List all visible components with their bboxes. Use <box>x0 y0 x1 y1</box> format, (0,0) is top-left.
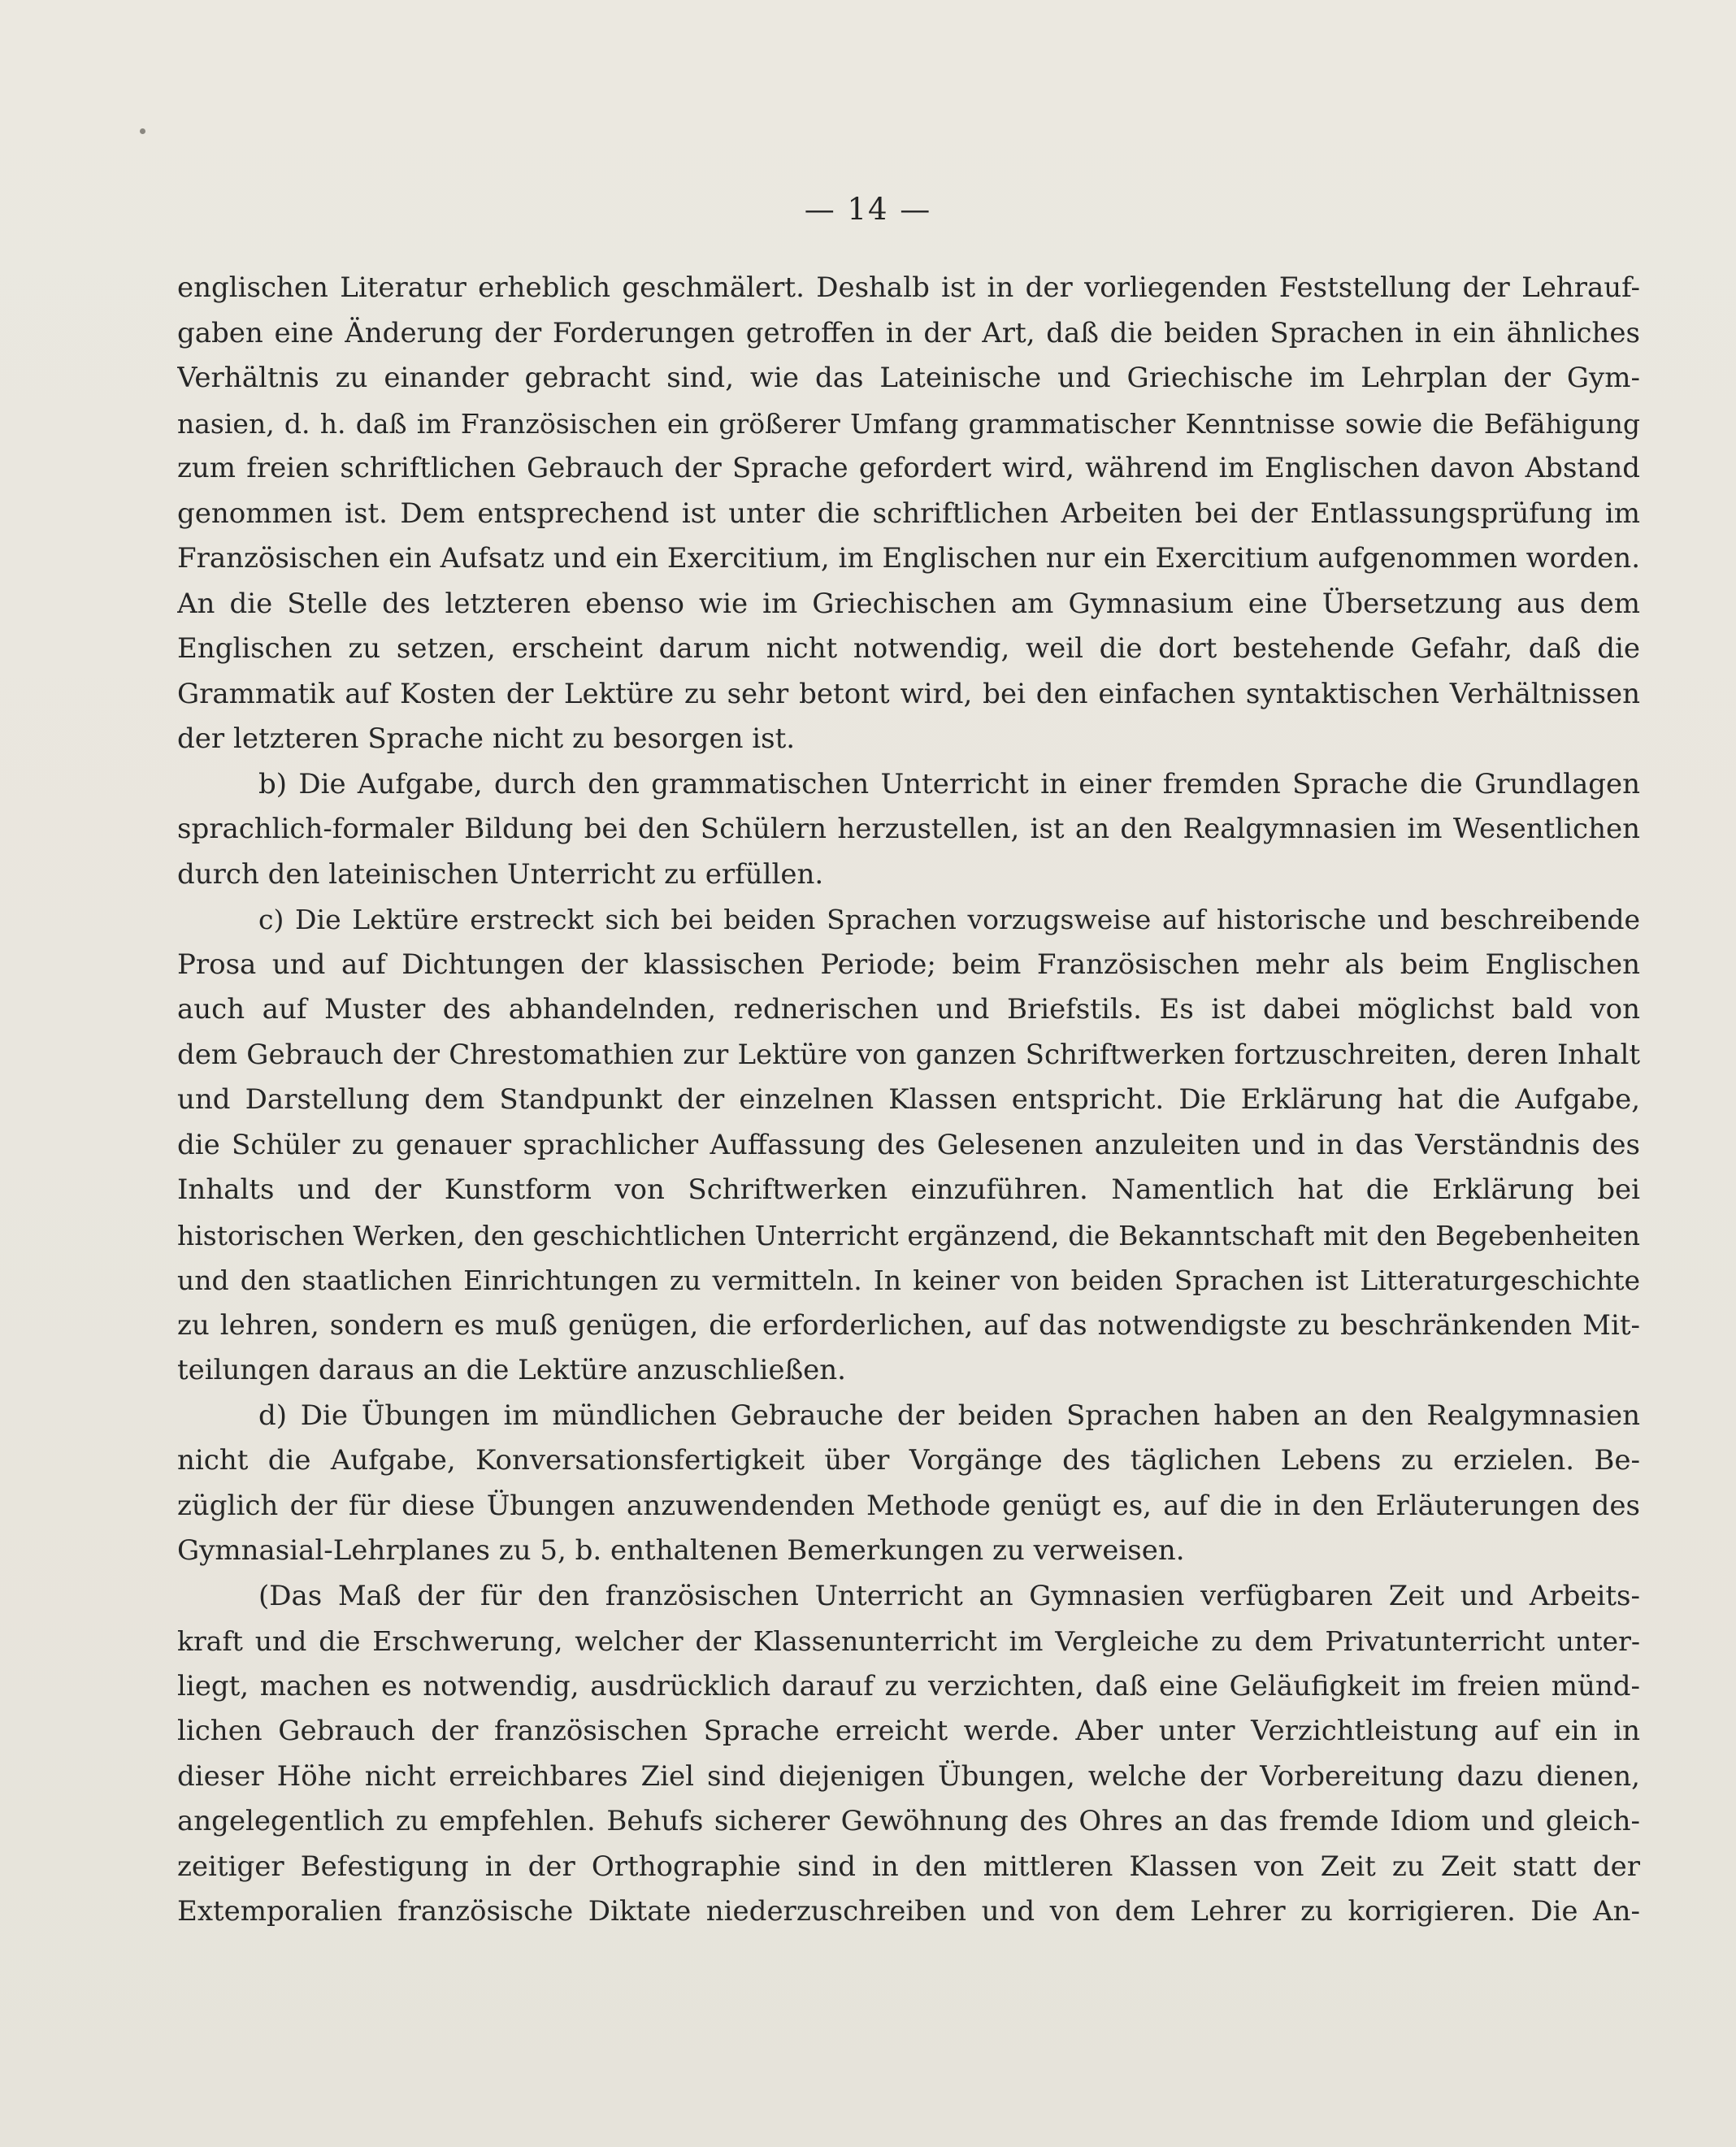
text-line: Prosa und auf Dichtungen der klassischen Periode; beim Französischen mehr als beim Englischen <box>177 948 1640 981</box>
paper-speck <box>140 128 145 134</box>
text-line: nasien, d. h. daß im Französischen ein größerer Umfang grammatischer Kenntnisse sowie die Befähigung <box>177 407 1640 440</box>
text-line: historischen Werken, den geschichtlichen Unterricht ergänzend, die Bekanntschaft mit den Begebenheiten <box>177 1219 1640 1251</box>
text-line: Französischen ein Aufsatz und ein Exercitium, im Englischen nur ein Exercitium aufgenommen worden. <box>177 542 1640 575</box>
page-number: — 14 — <box>804 192 932 227</box>
text-line: genommen ist. Dem entsprechend ist unter die schriftlichen Arbeiten bei der Entlassungsprüfung im <box>177 497 1640 530</box>
text-line: b) Die Aufgabe, durch den grammatischen Unterricht in einer fremden Sprache die Grundlagen <box>258 767 1640 800</box>
text-line: die Schüler zu genauer sprachlicher Auffassung des Gelesenen anzuleiten und in das Verständnis des <box>177 1128 1640 1161</box>
text-line: Gymnasial-Lehrplanes zu 5, b. enthaltenen Bemerkungen zu verweisen. <box>177 1534 1185 1567</box>
text-line: nicht die Aufgabe, Konversationsfertigkeit über Vorgänge des täglichen Lebens zu erzielen. Be- <box>177 1444 1640 1477</box>
text-line: durch den lateinischen Unterricht zu erfüllen. <box>177 857 824 891</box>
text-line: Verhältnis zu einander gebracht sind, wie das Lateinische und Griechische im Lehrplan der Gym- <box>177 362 1640 394</box>
text-line: liegt, machen es notwendig, ausdrücklich darauf zu verzichten, daß eine Geläufigkeit im freien münd- <box>177 1669 1640 1702</box>
text-line: Extemporalien französische Diktate niederzuschreiben und von dem Lehrer zu korrigieren. Die An- <box>177 1895 1640 1928</box>
text-line: Englischen zu setzen, erscheint darum nicht notwendig, weil die dort bestehende Gefahr, daß die <box>177 632 1640 665</box>
text-line: angelegentlich zu empfehlen. Behufs sicherer Gewöhnung des Ohres an das fremde Idiom und gleich- <box>177 1805 1640 1837</box>
text-line: und den staatlichen Einrichtungen zu vermitteln. In keiner von beiden Sprachen ist Litteraturgeschichte <box>177 1264 1640 1296</box>
text-line: sprachlich-formaler Bildung bei den Schülern herzustellen, ist an den Realgymnasien im Wesentlichen <box>177 813 1640 845</box>
text-line: gaben eine Änderung der Forderungen getroffen in der Art, daß die beiden Sprachen in ein ähnliches <box>177 316 1640 349</box>
text-line: der letzteren Sprache nicht zu besorgen ist. <box>177 722 796 755</box>
text-line: zum freien schriftlichen Gebrauch der Sprache gefordert wird, während im Englischen davon Abstand <box>177 452 1640 484</box>
text-line: zeitiger Befestigung in der Orthographie sind in den mittleren Klassen von Zeit zu Zeit statt der <box>177 1850 1640 1883</box>
text-line: lichen Gebrauch der französischen Sprache erreicht werde. Aber unter Verzichtleistung auf ein in <box>177 1715 1640 1747</box>
text-line: zu lehren, sondern es muß genügen, die erforderlichen, auf das notwendigste zu beschränkenden Mit- <box>177 1308 1640 1342</box>
text-line: Grammatik auf Kosten der Lektüre zu sehr betont wird, bei den einfachen syntaktischen Verhältnissen <box>177 677 1640 710</box>
body-text <box>177 266 1640 1935</box>
text-line: auch auf Muster des abhandelnden, rednerischen und Briefstils. Es ist dabei möglichst bald von <box>177 993 1640 1026</box>
text-line: c) Die Lektüre erstreckt sich bei beiden Sprachen vorzugsweise auf historische und beschreibende <box>258 904 1640 935</box>
text-line: kraft und die Erschwerung, welcher der Klassenunterricht im Vergleiche zu dem Privatunterricht unter- <box>177 1625 1640 1657</box>
text-line: englischen Literatur erheblich geschmälert. Deshalb ist in der vorliegenden Feststellung der Lehrauf- <box>177 271 1640 304</box>
text-line: teilungen daraus an die Lektüre anzuschließen. <box>177 1354 846 1386</box>
text-line: dieser Höhe nicht erreichbares Ziel sind diejenigen Übungen, welche der Vorbereitung dazu dienen, <box>177 1759 1640 1793</box>
text-line: dem Gebrauch der Chrestomathien zur Lektüre von ganzen Schriftwerken fortzuschreiten, deren Inhalt <box>177 1038 1640 1071</box>
text-line: An die Stelle des letzteren ebenso wie im Griechischen am Gymnasium eine Übersetzung aus dem <box>177 587 1640 620</box>
text-line: Inhalts und der Kunstform von Schriftwerken einzuführen. Namentlich hat die Erklärung bei <box>177 1173 1640 1206</box>
text-line: und Darstellung dem Standpunkt der einzelnen Klassen entspricht. Die Erklärung hat die Aufgabe, <box>177 1083 1640 1116</box>
text-line: (Das Maß der für den französischen Unterricht an Gymnasien verfügbaren Zeit und Arbeits- <box>258 1579 1640 1612</box>
text-line: d) Die Übungen im mündlichen Gebrauche der beiden Sprachen haben an den Realgymnasien <box>258 1399 1640 1432</box>
text-line: züglich der für diese Übungen anzuwendenden Methode genügt es, auf die in den Erläuterungen des <box>177 1489 1640 1522</box>
